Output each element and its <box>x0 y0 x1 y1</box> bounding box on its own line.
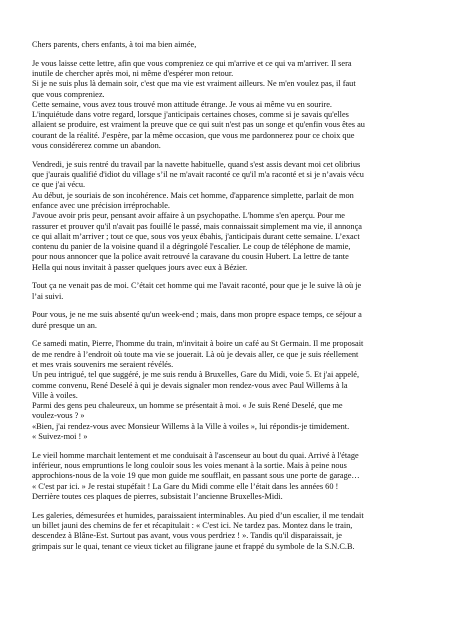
text-line: courant de la réalité. J'espère, par la même occasion, que vous me pardonnerez pour ce choix que <box>32 130 355 140</box>
text-line: rassurer et prouver qu'il n'avait pas fouillé le passé, mais connaissait simplement ma vie, il annonça <box>32 221 362 231</box>
text-line: Le vieil homme marchait lentement et me conduisait à l'ascenseur au bout du quai. Arrivé à l'étage <box>32 450 359 460</box>
text-line: J'avoue avoir pris peur, pensant avoir affaire à un psychopathe. L'homme s'en aperçu. Pour me <box>32 211 345 221</box>
letter-paragraph <box>32 310 426 331</box>
letter-paragraph <box>32 59 426 152</box>
text-line: descendez à Blâne-Est. Surtout pas avant, vous vous perdriez ! ». Tandis qu'il disparaissait, je <box>32 531 342 541</box>
text-line: Vendredi, je suis rentré du travail par la navette habituelle, quand s'est assis devant moi cet olibrius <box>32 159 361 169</box>
letter-paragraph <box>32 451 426 502</box>
text-line: L'inquiétude dans votre regard, lorsque j'anticipais certaines choses, comme si je savais qu'elles <box>32 110 349 120</box>
text-line: « Suivez-moi ! » <box>32 432 88 442</box>
letter-paragraph <box>32 339 426 442</box>
text-line: Les galeries, démesurées et humides, paraissaient interminables. Au pied d’un escalier, il me tendait <box>32 510 364 520</box>
text-line: Chers parents, chers enfants, à toi ma bien aimée, <box>32 40 197 49</box>
text-line: Tout ça ne venait pas de moi. C’était cet homme qui me l'avait raconté, pour que je le suive là où je <box>32 281 362 291</box>
text-line: voulez-vous ? » <box>32 411 85 421</box>
text-line: Hella qui nous invitait à passer quelques jours avec eux à Bézier. <box>32 262 248 272</box>
text-line: Ce samedi matin, Pierre, l'homme du train, m'invitait à boire un café au St Germain. Il me proposait <box>32 339 364 349</box>
text-line: enfance avec une précision irréprochable. <box>32 200 170 210</box>
text-line: duré presque un an. <box>32 320 97 330</box>
letter-paragraph <box>32 40 426 50</box>
text-line: Parmi des gens peu chaleureux, un homme se présentait à moi. « Je suis René Deselé, que me <box>32 401 343 411</box>
text-line: Au début, je souriais de son incohérence. Mais cet homme, d'apparence simplette, parlait de mon <box>32 190 354 200</box>
text-line: Si je ne suis plus là demain soir, c'est que ma vie est vraiment ailleurs. Ne m'en voulez pas, il faut <box>32 79 356 89</box>
text-line: Derrière toutes ces plaques de pierres, subsistait l’ancienne Bruxelles-Midi. <box>32 491 283 501</box>
text-line: l’ai suivi. <box>32 291 64 301</box>
text-line: allaient se produire, est vraiment la preuve que ce qui suit n'est pas un songe et qu'enfin vous êtes au <box>32 120 365 130</box>
letter-paragraph <box>32 511 426 552</box>
text-line: inutile de chercher après moi, ni même d'espérer mon retour. <box>32 68 234 78</box>
text-line: ce que j'ai vécu. <box>32 180 86 190</box>
text-line: approchions-nous de la voie 19 que mon guide me soufflait, en passant sous une porte de garage… <box>32 471 360 481</box>
text-line: pour nous annoncer que la police avait retrouvé la caravane du cousin Hubert. La lettre de tante <box>32 252 349 262</box>
text-line: que vous compreniez. <box>32 89 105 99</box>
text-line: «Bien, j'ai rendez-vous avec Monsieur Willems à la Ville à voiles », lui répondis-je timidement. <box>32 421 350 431</box>
text-line: inférieur, nous empruntions le long couloir sous les voies menant à la sortie. Mais à peine nous <box>32 461 347 471</box>
text-line: Un peu intrigué, tel que suggéré, je me suis rendu à Bruxelles, Gare du Midi, voie 5. Et j'ai appelé, <box>32 370 360 380</box>
text-line: Ville à voiles. <box>32 390 78 400</box>
text-line: vous considérerez comme un abandon. <box>32 141 161 151</box>
text-line: un billet jauni des chemins de fer et récapitulait : « C'est ici. Ne tardez pas. Montez dans le train, <box>32 520 353 530</box>
text-line: de me rendre à l’endroit où toute ma vie se jouerait. Là où je devais aller, ce que je suis réellement <box>32 349 359 359</box>
text-line: Je vous laisse cette lettre, afin que vous compreniez ce qui m'arrive et ce qui va m'arriver. Il sera <box>32 58 352 68</box>
text-line: contenu du panier de la voisine quand il a dégringolé l'escalier. Le coup de téléphone de mamie, <box>32 242 351 252</box>
text-line: ce qui allait m’arriver ; tout ce que, sous vos yeux ébahis, j'anticipais durant cette semaine. L’exact <box>32 231 360 241</box>
text-line: comme convenu, René Deselé à qui je devais signaler mon rendez-vous avec Paul Willems à la <box>32 380 348 390</box>
text-line: et mes vrais souvenirs me seraient révélés. <box>32 359 174 369</box>
text-line: Pour vous, je ne me suis absenté qu'un week-end ; mais, dans mon propre espace temps, ce séjour a <box>32 310 362 320</box>
text-line: « C'est par ici. » Je restai stupéfait ! La Gare du Midi comme elle l’était dans les années 60 ! <box>32 481 339 491</box>
text-line: grimpais sur le quai, tenant ce vieux ticket au filigrane jaune et frappé du symbole de la S.N.C.B. <box>32 541 355 551</box>
letter-paragraph <box>32 281 426 302</box>
letter-paragraph <box>32 160 426 273</box>
text-line: Cette semaine, vous avez tous trouvé mon attitude étrange. Je vous ai même vu en sourire. <box>32 99 332 109</box>
text-line: que j'aurais qualifié d'idiot du village s’il ne m'avait raconté ce qu'il m'a raconté et si je n’avais vécu <box>32 170 364 180</box>
